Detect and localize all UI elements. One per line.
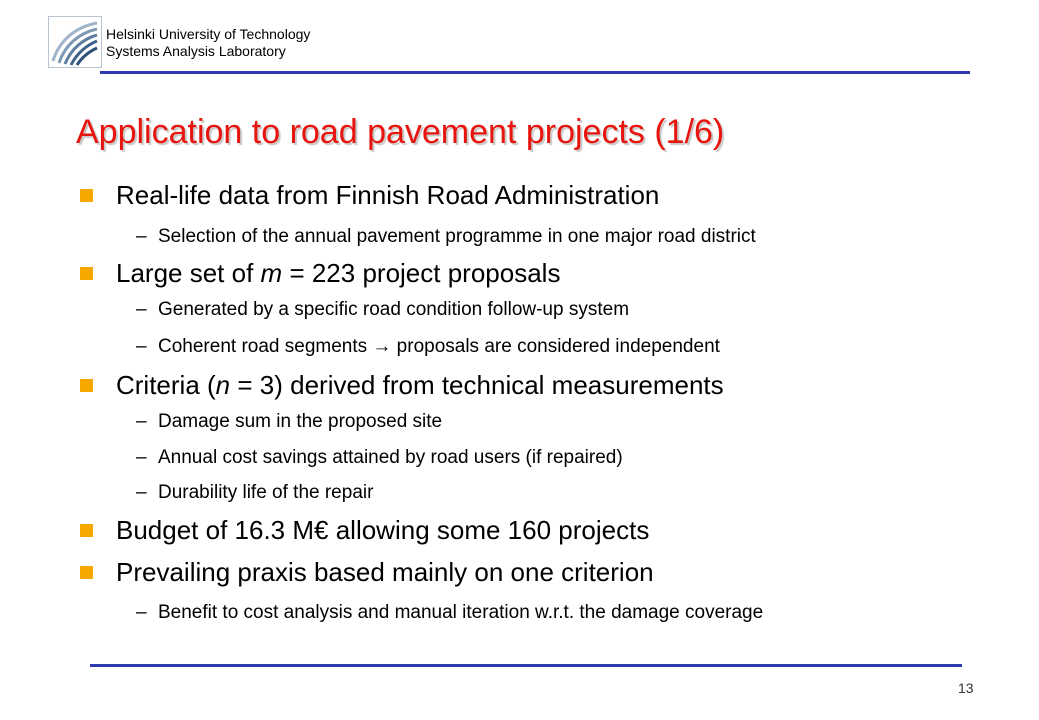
sub-bullet-text: Durability life of the repair: [158, 482, 374, 503]
header-rule: [100, 71, 970, 74]
dash-marker: –: [136, 602, 147, 623]
bullet-square-icon: [80, 566, 93, 579]
bullet-text: Large set of m = 223 project proposals: [116, 258, 561, 288]
footer-rule: [90, 664, 962, 667]
sub-bullet-text: Coherent road segments → proposals are considered independent: [158, 336, 720, 357]
bullet-square-icon: [80, 189, 93, 202]
bullet-text: Criteria (n = 3) derived from technical measurements: [116, 370, 724, 400]
bullet-square-icon: [80, 267, 93, 280]
sub-bullet-text: Damage sum in the proposed site: [158, 411, 443, 432]
dash-marker: –: [136, 226, 147, 247]
sub-bullet-text: Generated by a specific road condition follow-up system: [158, 299, 630, 320]
org-line-1: Helsinki University of Technology: [106, 26, 311, 42]
bullet-text: Prevailing praxis based mainly on one criterion: [116, 557, 654, 587]
organization-name: [106, 26, 310, 60]
sub-bullet-text: Selection of the annual pavement programme in one major road district: [158, 226, 756, 247]
dash-marker: –: [136, 336, 147, 357]
dash-marker: –: [136, 482, 147, 503]
dash-marker: –: [136, 299, 147, 320]
bullet-text: Budget of 16.3 M€ allowing some 160 projects: [116, 515, 650, 545]
bullet-square-icon: [80, 379, 93, 392]
org-line-2: Systems Analysis Laboratory: [106, 43, 286, 59]
hut-logo-icon: [49, 17, 101, 67]
bullet-text: Real-life data from Finnish Road Administration: [116, 180, 660, 210]
dash-marker: –: [136, 447, 147, 468]
university-logo: [48, 16, 102, 68]
dash-marker: –: [136, 411, 147, 432]
sub-bullet-text: Annual cost savings attained by road users (if repaired): [158, 447, 623, 468]
sub-bullet-text: Benefit to cost analysis and manual iteration w.r.t. the damage coverage: [158, 602, 764, 623]
slide-title: Application to road pavement projects (1/6): [76, 113, 725, 151]
page-number: 13: [958, 680, 974, 696]
bullet-square-icon: [80, 524, 93, 537]
